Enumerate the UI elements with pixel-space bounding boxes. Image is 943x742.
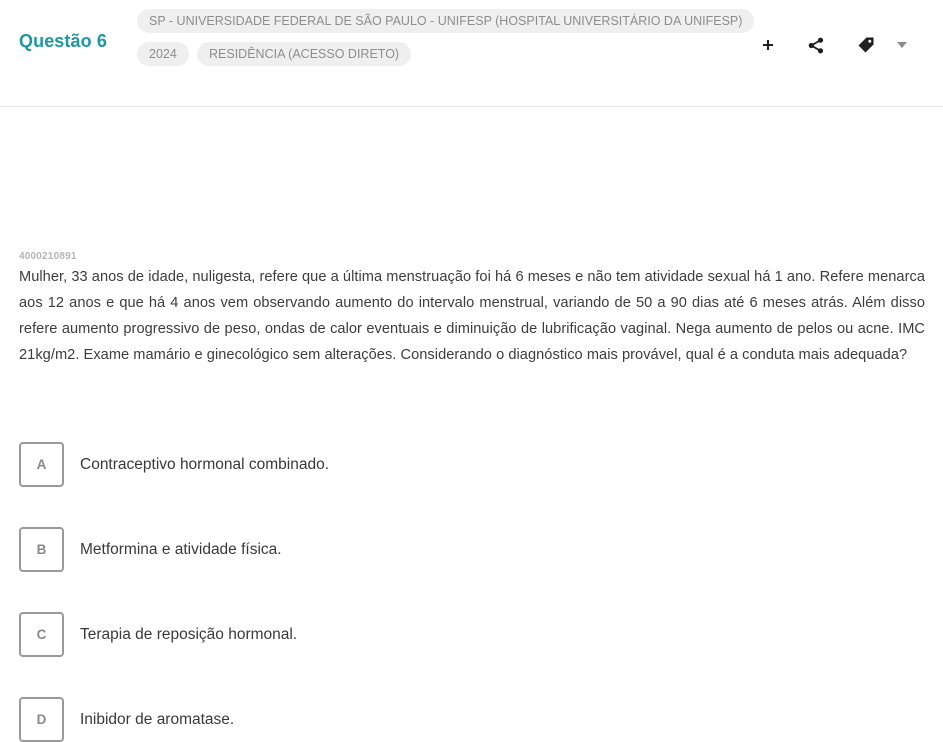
header-actions [0, 32, 943, 58]
option-letter[interactable]: C [19, 612, 64, 657]
option-letter[interactable]: B [19, 527, 64, 572]
share-icon [808, 37, 824, 54]
institution-chip[interactable]: SP - UNIVERSIDADE FEDERAL DE SÃO PAULO - UNIFESP (HOSPITAL UNIVERSITÁRIO DA UNIFESP) [137, 9, 754, 33]
question-title: Questão 6 [19, 31, 107, 51]
year-chip[interactable]: 2024 [137, 42, 189, 66]
option-d[interactable] [19, 697, 899, 742]
tag-icon [857, 36, 875, 54]
caret-down-icon [897, 42, 907, 48]
share-button[interactable] [804, 32, 828, 58]
option-text[interactable]: Terapia de reposição hormonal. [80, 625, 298, 643]
more-options-button[interactable] [890, 32, 914, 58]
add-button[interactable] [756, 32, 780, 58]
option-a[interactable] [19, 442, 899, 487]
question-statement: Mulher, 33 anos de idade, nuligesta, refere que a última menstruação foi há 6 meses e não tem atividade sexual há 1 ano. Refere menarca aos 12 anos e que há 4 anos vem observando aumento do intervalo menstrual, variando de 50 a 90 dias até 6 meses atrás. Além disso refere aumento progressivo de peso, ondas de calor eventuais e diminuição de lubrificação vaginal. Nega aumento de pelos ou acne. IMC 21kg/m2. Exame mamário e ginecológico sem alterações. Considerando o diagnóstico mais provável, qual é a conduta mais adequada? [19, 269, 925, 363]
option-c[interactable] [19, 612, 899, 657]
option-text[interactable]: Metformina e atividade física. [80, 540, 282, 558]
plus-icon [762, 39, 774, 51]
option-letter[interactable]: A [19, 442, 64, 487]
option-text[interactable]: Inibidor de aromatase. [80, 710, 235, 728]
tag-button[interactable] [854, 32, 878, 58]
exam-type-chip[interactable]: RESIDÊNCIA (ACESSO DIRETO) [197, 42, 411, 66]
question-id: 4000210891 [19, 251, 77, 262]
question-header [0, 0, 943, 107]
option-b[interactable] [19, 527, 899, 572]
option-letter[interactable]: D [19, 697, 64, 742]
option-text[interactable]: Contraceptivo hormonal combinado. [80, 455, 329, 473]
